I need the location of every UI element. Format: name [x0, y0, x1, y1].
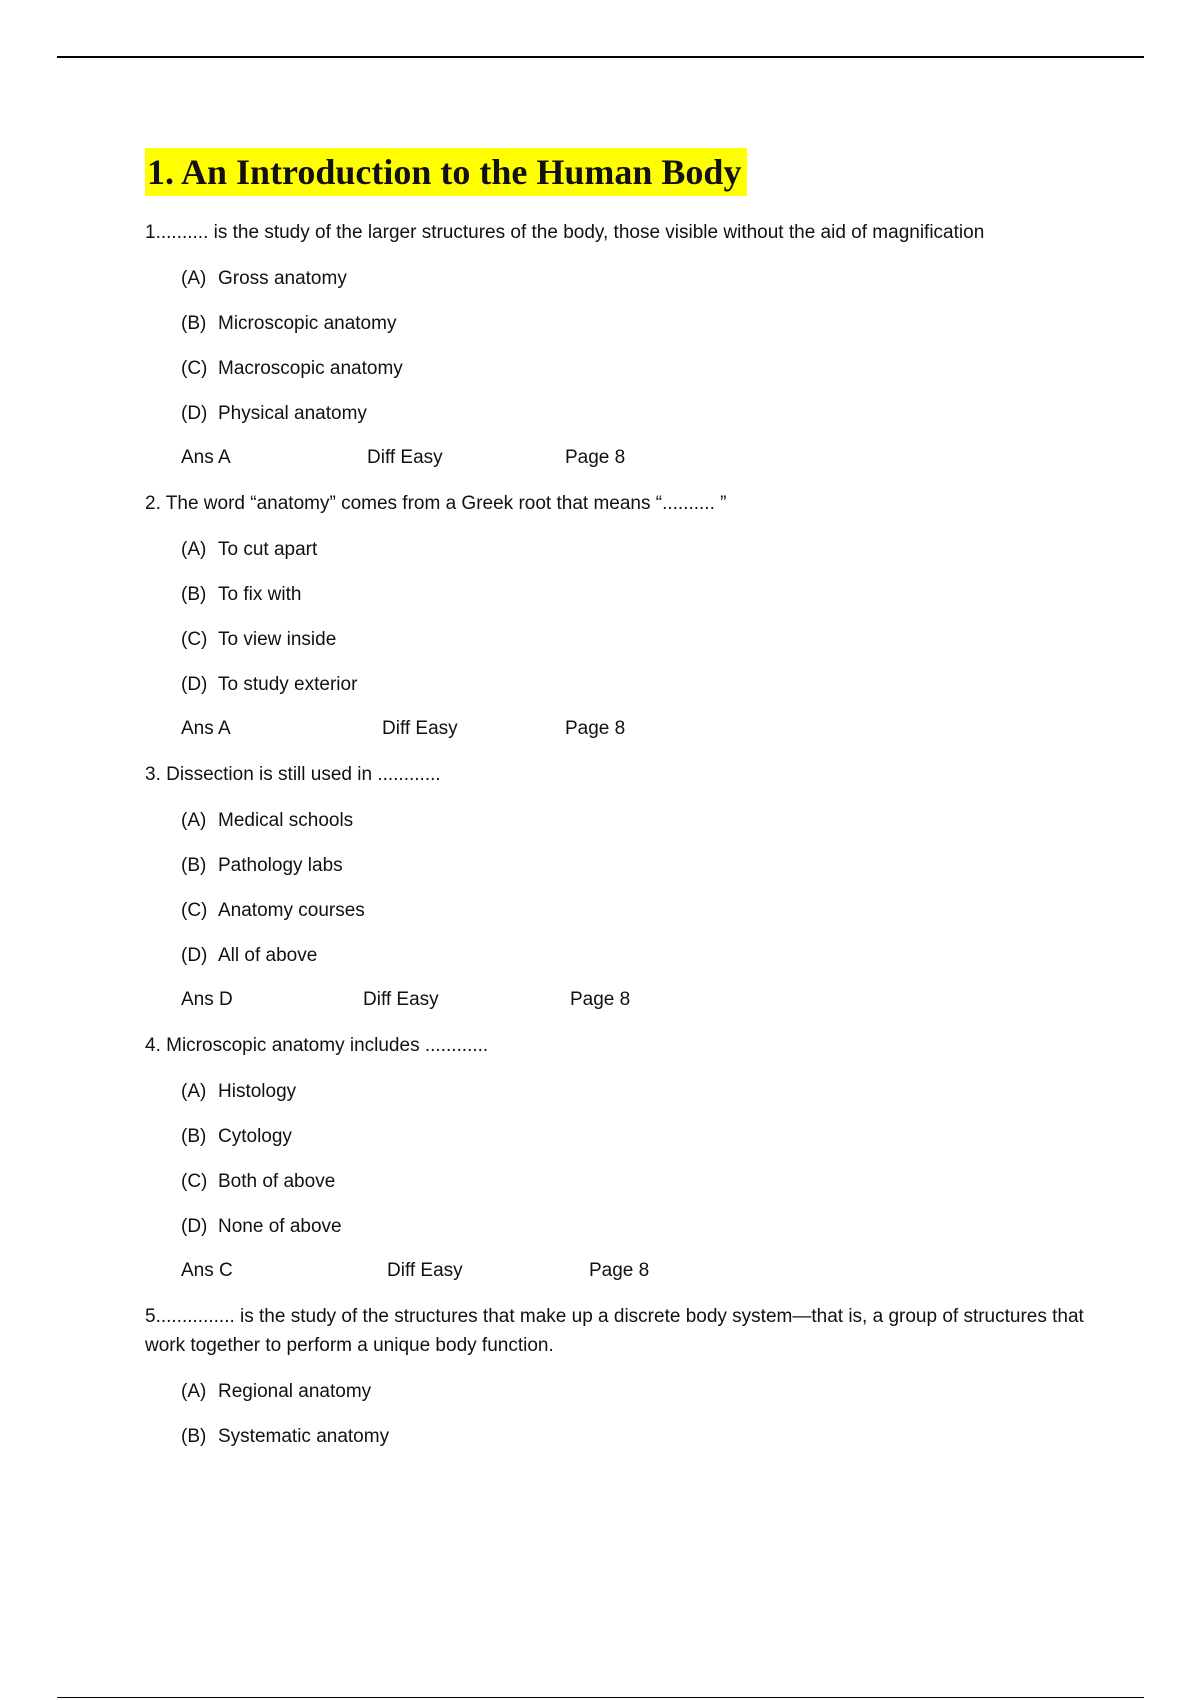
- option-list: [145, 536, 1085, 698]
- option-letter: (B): [181, 855, 207, 876]
- option-a: [181, 536, 1085, 563]
- option-letter: (D): [181, 945, 208, 966]
- option-d: [181, 1213, 1085, 1240]
- option-text: Regional anatomy: [218, 1381, 372, 1402]
- option-text: To fix with: [218, 584, 302, 605]
- option-letter: (A): [181, 268, 207, 289]
- option-text: To view inside: [218, 629, 337, 650]
- answer-label: Ans D: [181, 989, 233, 1010]
- difficulty-label: Diff Easy: [363, 989, 439, 1010]
- option-letter: (A): [181, 1381, 207, 1402]
- question-4: [145, 1031, 1085, 1284]
- option-b: [181, 310, 1085, 337]
- page-reference: Page 8: [589, 1260, 650, 1281]
- option-a: [181, 807, 1085, 834]
- page-reference: Page 8: [570, 989, 631, 1010]
- option-c: [181, 626, 1085, 653]
- option-letter: (B): [181, 1126, 207, 1147]
- option-letter: (A): [181, 1081, 207, 1102]
- page-reference: Page 8: [565, 718, 626, 739]
- option-text: Microscopic anatomy: [218, 313, 397, 334]
- option-text: To study exterior: [218, 674, 358, 695]
- option-text: Anatomy courses: [218, 900, 365, 921]
- option-text: Gross anatomy: [218, 268, 347, 289]
- option-text: Medical schools: [218, 810, 354, 831]
- option-letter: (C): [181, 900, 208, 921]
- question-text: 3. Dissection is still used in ............: [145, 764, 441, 785]
- question-text: 2. The word “anatomy” comes from a Greek root that means “.......... ”: [145, 493, 727, 514]
- option-text: Physical anatomy: [218, 403, 367, 424]
- answer-label: Ans A: [181, 447, 231, 468]
- page-title: 1. An Introduction to the Human Body: [145, 148, 747, 196]
- answer-label: Ans C: [181, 1260, 233, 1281]
- option-a: [181, 1378, 1085, 1405]
- page-reference: Page 8: [565, 447, 626, 468]
- option-letter: (B): [181, 313, 207, 334]
- question-2: [145, 489, 1085, 742]
- difficulty-label: Diff Easy: [367, 447, 443, 468]
- option-letter: (A): [181, 810, 207, 831]
- option-letter: (B): [181, 1426, 207, 1447]
- document-body: [145, 148, 1085, 1450]
- option-d: [181, 400, 1085, 427]
- difficulty-label: Diff Easy: [387, 1260, 463, 1281]
- option-letter: (A): [181, 539, 207, 560]
- option-d: [181, 671, 1085, 698]
- option-letter: (C): [181, 358, 208, 379]
- question-3: [145, 760, 1085, 1013]
- option-letter: (C): [181, 1171, 208, 1192]
- option-c: [181, 897, 1085, 924]
- bottom-rule: [57, 1697, 1144, 1698]
- answer-row: [145, 1257, 1085, 1284]
- option-letter: (C): [181, 629, 208, 650]
- answer-row: [145, 986, 1085, 1013]
- option-list: [145, 1078, 1085, 1240]
- option-text: Cytology: [218, 1126, 292, 1147]
- answer-row: [145, 444, 1085, 471]
- option-text: Both of above: [218, 1171, 336, 1192]
- option-c: [181, 355, 1085, 382]
- option-letter: (B): [181, 584, 207, 605]
- option-text: To cut apart: [218, 539, 318, 560]
- question-text: 5............... is the study of the structures that make up a discrete body system—that is, a group of structures that work together to perform a unique body function.: [145, 1306, 1084, 1356]
- option-b: [181, 581, 1085, 608]
- option-d: [181, 942, 1085, 969]
- option-letter: (D): [181, 403, 208, 424]
- option-list: [145, 1378, 1085, 1450]
- option-text: Pathology labs: [218, 855, 343, 876]
- top-rule: [57, 56, 1144, 58]
- answer-label: Ans A: [181, 718, 231, 739]
- question-5: [145, 1302, 1085, 1450]
- option-letter: (D): [181, 1216, 208, 1237]
- option-c: [181, 1168, 1085, 1195]
- question-1: [145, 218, 1085, 471]
- option-list: [145, 265, 1085, 427]
- option-text: All of above: [218, 945, 318, 966]
- difficulty-label: Diff Easy: [382, 718, 458, 739]
- option-text: Macroscopic anatomy: [218, 358, 403, 379]
- option-b: [181, 1423, 1085, 1450]
- question-text: 1.......... is the study of the larger structures of the body, those visible without the aid of magnification: [145, 222, 985, 243]
- option-text: None of above: [218, 1216, 342, 1237]
- option-list: [145, 807, 1085, 969]
- option-a: [181, 265, 1085, 292]
- option-a: [181, 1078, 1085, 1105]
- answer-row: [145, 715, 1085, 742]
- option-b: [181, 1123, 1085, 1150]
- option-b: [181, 852, 1085, 879]
- option-text: Histology: [218, 1081, 297, 1102]
- option-text: Systematic anatomy: [218, 1426, 390, 1447]
- question-text: 4. Microscopic anatomy includes ............: [145, 1035, 489, 1056]
- option-letter: (D): [181, 674, 208, 695]
